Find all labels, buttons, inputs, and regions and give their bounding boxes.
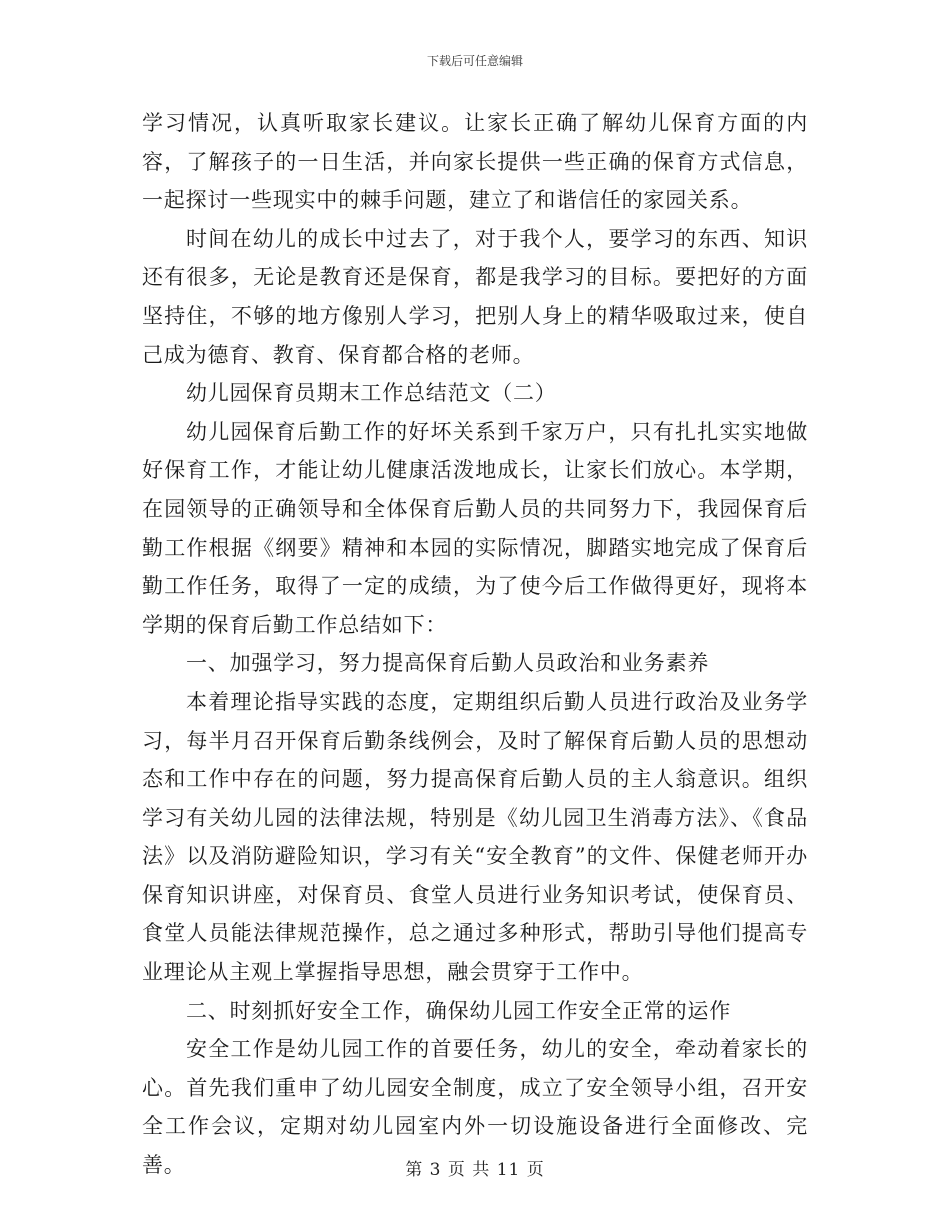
footer-page-number: 3 — [429, 1160, 442, 1180]
section-heading-1: 一、加强学习，努力提高保育后勤人员政治和业务素养 — [186, 651, 710, 676]
paragraph-5: 安全工作是幼儿园工作的首要任务，幼儿的安全，牵动着家长的心。首先我们重申了幼儿园安全制度，成立了安全领导小组，召开安全工作会议，定期对幼儿园室内外一切设施设备进行全面修改、完善。 — [142, 1037, 808, 1178]
document-body — [142, 104, 808, 1185]
header-text: 下载后可任意编辑 — [426, 54, 523, 68]
footer-middle: 页 共 — [447, 1160, 491, 1180]
section-title: 幼儿园保育员期末工作总结范文（二） — [186, 381, 557, 406]
paragraph-4: 本着理论指导实践的态度，定期组织后勤人员进行政治及业务学习，每半月召开保育后勤条线例会，及时了解保育后勤人员的思想动态和工作中存在的问题，努力提高保育后勤人员的主人翁意识。组织学习有关幼儿园的法律法规，特别是《幼儿园卫生消毒方法》、《食品法》以及消防避险知识，学习有关“安全教育”的文件、保健老师开办保育知识讲座，对保育员、食堂人员进行业务知识考试，使保育员、食堂人员能法律规范操作，总之通过多种形式，帮助引导他们提高专业理论从主观上掌握指导思想，融会贯穿于工作中。 — [142, 689, 808, 985]
footer-total-pages: 11 — [496, 1160, 521, 1180]
page-header — [0, 52, 950, 69]
paragraph-2: 时间在幼儿的成长中过去了，对于我个人，要学习的东西、知识还有很多，无论是教育还是保育，都是我学习的目标。要把好的方面坚持住，不够的地方像别人学习，把别人身上的精华吸取过来，使自己成为德育、教育、保育都合格的老师。 — [142, 226, 808, 367]
paragraph-1: 学习情况，认真听取家长建议。让家长正确了解幼儿保育方面的内容，了解孩子的一日生活，并向家长提供一些正确的保育方式信息，一起探讨一些现实中的棘手问题，建立了和谐信任的家园关系。 — [142, 111, 808, 213]
paragraph-3: 幼儿园保育后勤工作的好坏关系到千家万户，只有扎扎实实地做好保育工作，才能让幼儿健康活泼地成长，让家长们放心。本学期，在园领导的正确领导和全体保育后勤人员的共同努力下，我园保育后勤工作根据《纲要》精神和本园的实际情况，脚踏实地完成了保育后勤工作任务，取得了一定的成绩，为了使今后工作做得更好，现将本学期的保育后勤工作总结如下： — [142, 419, 808, 637]
section-heading-2: 二、时刻抓好安全工作，确保幼儿园工作安全正常的运作 — [186, 998, 731, 1023]
footer-prefix: 第 — [405, 1160, 424, 1180]
page-footer — [0, 1155, 950, 1180]
footer-suffix: 页 — [526, 1160, 545, 1180]
